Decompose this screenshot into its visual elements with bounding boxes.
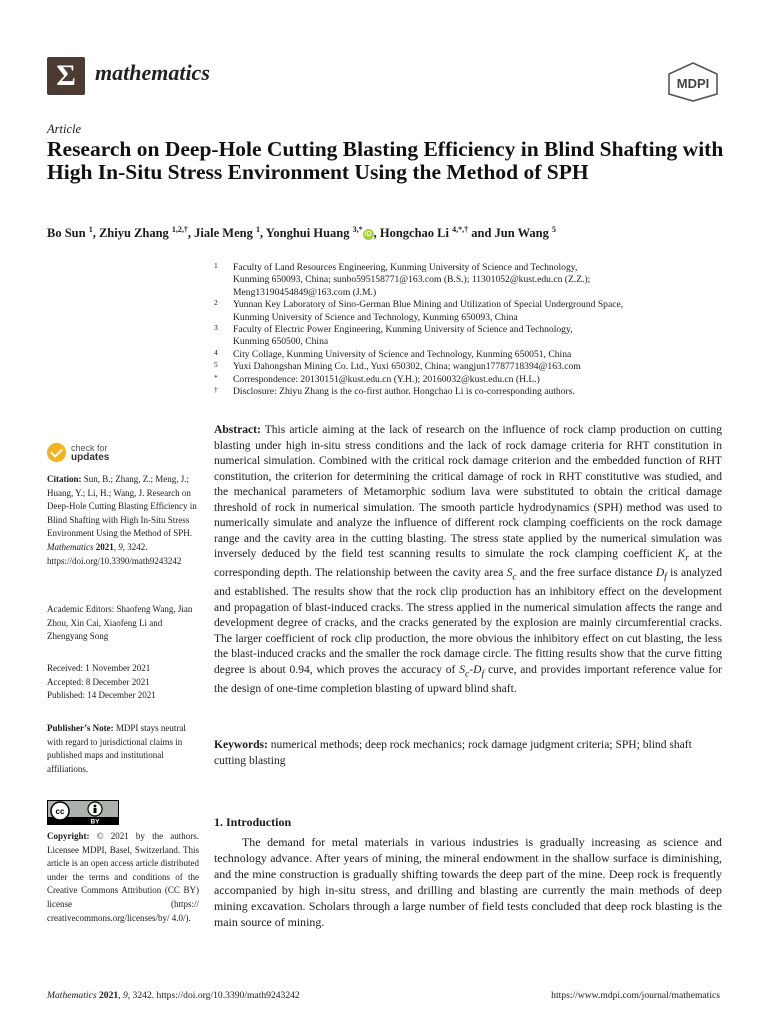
disclosure-item: † Disclosure: Zhiyu Zhang is the co-first author. Hongchao Li is co-corresponding authors. — [214, 385, 575, 398]
author-list: Bo Sun $^1$, Zhiyu Zhang $^{1,2,\dagger}$, Jiale Meng $^1$, Yonghui Huang $^{3,*}$iD , Hongchao Li $^{4,*,\dagger}$ and Jun Wang $^5$ — [47, 225, 556, 241]
author-name: Zhiyu Zhang — [98, 226, 169, 241]
author-affil: 1,2,† — [171, 225, 188, 234]
affiliation-item: 5 Yuxi Dahongshan Mining Co. Ltd., Yuxi 650302, China; wangjun17787718394@163.com — [214, 360, 581, 373]
publication-dates: Received: 1 November 2021 Accepted: 8 December 2021 Published: 14 December 2021 — [47, 663, 156, 701]
article-type: Article — [47, 122, 82, 136]
introduction-paragraph: The demand for metal materials in various industries is gradually increasing as science and technology advance. After years of mining, the mineral endowment in the shallow surface is diminishing, and the mine construction is gradually shifting towards the deep part of the mine. Deep rock is frequently accompanied by high in-situ stress, and drilling and blasting are currently the main methods of deep mining excavation. Scholars through a large number of field tests concluded that deep rock blasting is the main source of mining. — [214, 835, 722, 929]
checkmark-icon — [47, 443, 66, 462]
author-affil: 3,* — [352, 225, 363, 234]
author-name: Jiale Meng — [194, 226, 253, 241]
abstract: Abstract: This article aiming at the lack of research on the influence of rock clamp production on cutting blasting under high in-situ stress conditions and the lack of rock damage criteria for RHT constitution in numerical simulation. Combined with the critical rock damage criterion and the embedded function of RHT constitution, the criterion for determining the critical damage of rock in RHT constitutive was studied, and the mechanical parameters of Metamorphic sodium lava were substituted to obtain the critical damage threshold of rock in numerical simulation. The smooth particle hydrodynamics (SPH) method was used to numerically simulate and analyze the influence of different rock clamping coefficients on the rock damage range and the cavity area in the cutting blasting. The stress state applied by the numerical simulation was inversely deduced by the field test scanning results to simulate the rock clamping coefficient $K_r$ at the corresponding depth. The relationship between the cavity area $S_c$ and the free surface distance $D_f$ is analyzed and established. The results show that the rock clip production has an inhibitory effect on the development and propagation of blast-induced cracks. The stress applied in the numerical simulation affects the range and development degree of cracks, and the cracks generated by the explosion are mainly circumferential cracks. The larger coefficient of rock clip production, the more obvious the inhibitory effect on cut blasting, the less the blast-induced cracks and the smaller the rock damage circle. The fitting results show that the curve fitting degree is about 0.94, which proves the accuracy of $S_c-D_f$ curve, and provides important reference value for the design of one-time completion blasting of upward blind shaft. — [214, 424, 723, 695]
citation-block: Citation: Sun, B.; Zhang, Z.; Meng, J.; Huang, Y.; Li, H.; Wang, J. Research on Deep-Hole Cutting Blasting Efficiency in Blind Shafting with High In-Situ Stress Environment Using the Method of SPH. Mathematics 2021, 9, 3242. https://doi.org/10.3390/math9243242 — [47, 474, 197, 566]
check-for-updates-button[interactable]: check for updates — [47, 441, 117, 465]
journal-name: mathematics — [95, 60, 210, 85]
author-affil: 5 — [551, 225, 556, 234]
author-affil: 4,*,† — [452, 225, 469, 234]
correspondence-item: * Correspondence: 20130151@kust.edu.cn (Y.H.); 20160032@kust.edu.cn (H.L.) — [214, 372, 540, 385]
orcid-icon[interactable]: iD — [364, 230, 372, 238]
mdpi-logo-icon — [666, 62, 720, 102]
author-name: Bo Sun — [47, 226, 86, 241]
author-affil: 1 — [255, 225, 260, 234]
affiliation-item: 4 City Collage, Kunming University of Science and Technology, Kunming 650051, China — [214, 347, 572, 360]
article-title: Research on Deep-Hole Cutting Blasting Efficiency in Blind Shafting with High In-Situ Stress Environment Using the Method of SPH — [47, 137, 724, 184]
affiliations — [214, 262, 724, 398]
section-heading: 1. Introduction — [214, 815, 292, 829]
publisher-note: Publisher’s Note: MDPI stays neutral with regard to jurisdictional claims in published maps and institutional affiliations. — [47, 723, 186, 774]
affiliation-item: 1 Faculty of Land Resources Engineering, Kunming University of Science and Technology, Kunming 650093, China; sunbo595158771@163.com (B.S.); 11301052@kust.edu.cn (Z.Z.); Meng13190454849@163.com (J.M.) — [214, 261, 591, 298]
footer-citation: Mathematics 2021, 9, 3242. https://doi.org/10.3390/math9243242 — [47, 990, 300, 1001]
cc-by-license-icon[interactable] — [47, 800, 119, 825]
author-affil: 1 — [88, 225, 93, 234]
affiliation-item: 2 Yunnan Key Laboratory of Sino-German Blue Mining and Utilization of Special Underground Space, Kunming University of Science and Technology, Kunming 650093, China — [214, 298, 624, 323]
author-name: Jun Wang — [494, 226, 549, 241]
svg-text:BY: BY — [90, 818, 100, 825]
publisher-name: MDPI — [676, 76, 710, 91]
footer-journal-url[interactable]: https://www.mdpi.com/journal/mathematics — [551, 990, 720, 1001]
author-name: Yonghui Huang — [265, 226, 350, 241]
copyright-notice: Copyright: © 2021 by the authors. Licensee MDPI, Basel, Switzerland. This article is an open access article distributed under the terms and conditions of the Creative Commons Attribution (CC BY) license (https:// creativecommons.org/licenses/by/ 4.0/). — [47, 831, 200, 923]
academic-editors: Academic Editors: Shaofeng Wang, Jian Zhou, Xin Cai, Xiaofeng Li and Zhengyang Song — [47, 604, 193, 642]
affiliation-item: 3 Faculty of Electric Power Engineering, Kunming University of Science and Technology, Kunming 650500, China — [214, 323, 573, 348]
svg-text:cc: cc — [55, 807, 65, 816]
keywords: Keywords: numerical methods; deep rock mechanics; rock damage judgment criteria; SPH; blind shaft cutting blasting — [214, 739, 692, 767]
author-name: Hongchao Li — [379, 226, 449, 241]
journal-logo-icon: Σ — [47, 57, 85, 95]
